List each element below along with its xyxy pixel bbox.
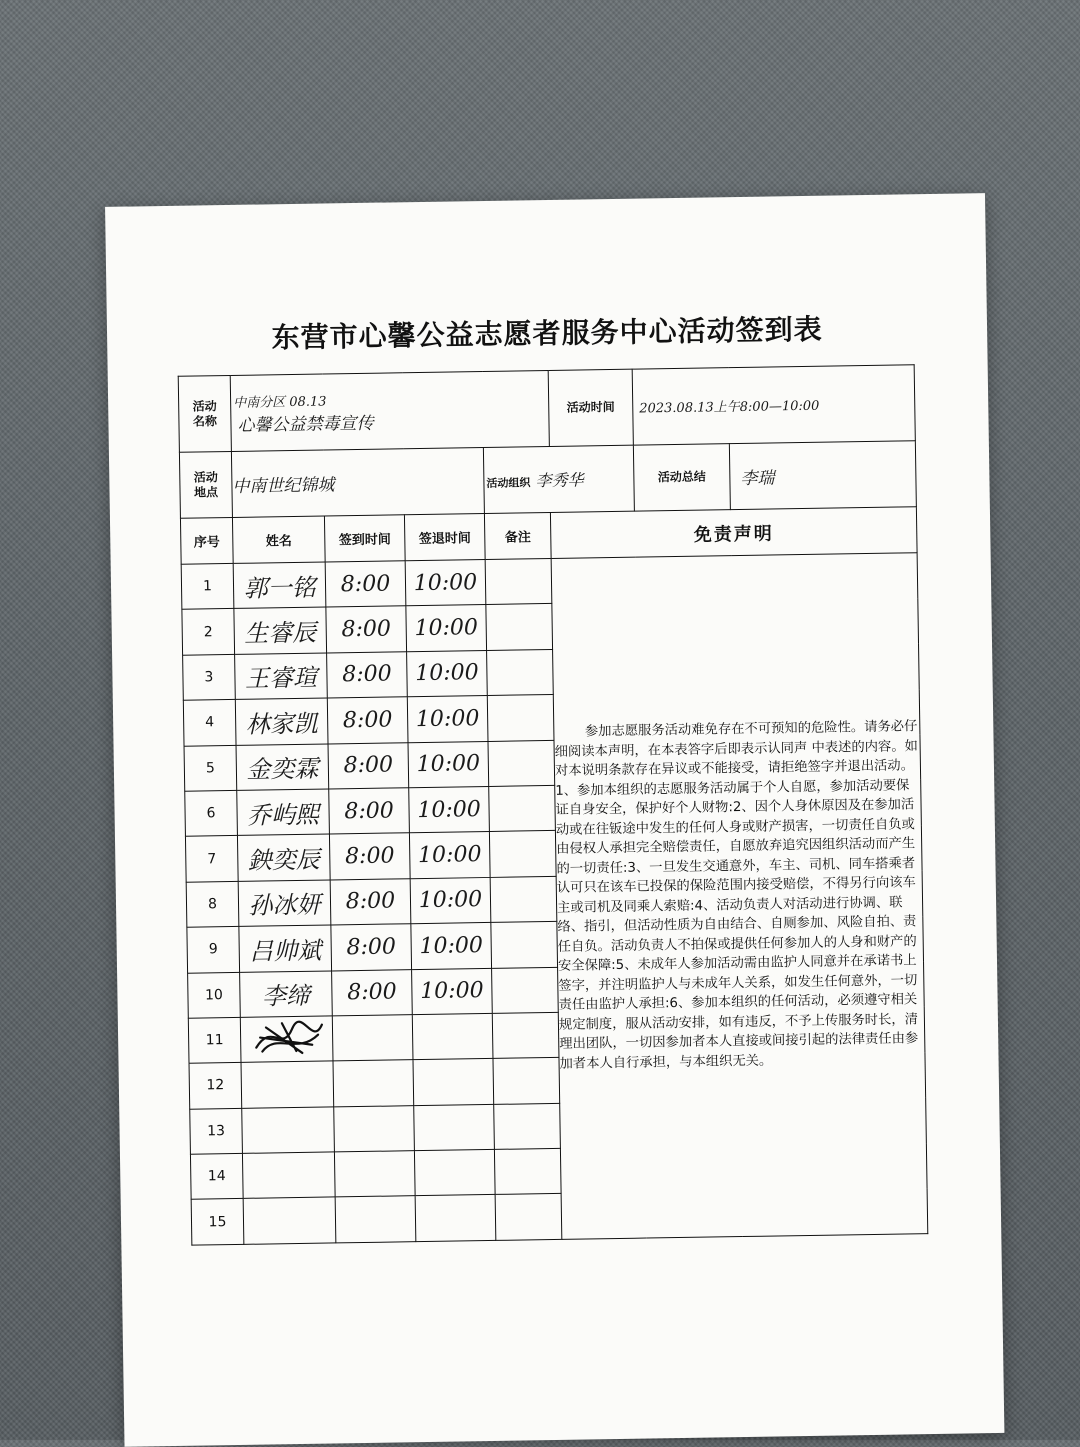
disclaimer-text bbox=[551, 553, 928, 1240]
row-checkin bbox=[334, 1151, 415, 1198]
row-name: 乔屿熙 bbox=[237, 789, 330, 836]
row-checkin bbox=[335, 1196, 416, 1243]
row-remark bbox=[492, 967, 559, 1013]
signin-sheet-paper bbox=[105, 193, 1004, 1447]
row-name: 吕帅斌 bbox=[239, 925, 332, 972]
row-name: 鉠奕辰 bbox=[237, 834, 330, 881]
row-number: 12 bbox=[189, 1063, 242, 1109]
row-number: 7 bbox=[185, 836, 238, 882]
row-checkin: 8:00 bbox=[329, 833, 410, 880]
row-checkout bbox=[415, 1195, 496, 1242]
header-name: 姓名 bbox=[232, 516, 325, 563]
row-checkin: 8:00 bbox=[326, 606, 407, 653]
disclaimer-intro: 参加志愿服务活动难免存在不可预知的危险性。请务必仔细阅读本声明，在本表答字后即表示认同声 中表述的内容。如对本说明条款存在异议或不能接受，请拒绝签字并退出活动。 bbox=[554, 719, 918, 780]
header-checkout: 签退时间 bbox=[404, 513, 485, 560]
activity-location-value: 中南世纪锦城 bbox=[231, 447, 484, 517]
row-checkout: 10:00 bbox=[412, 968, 493, 1015]
row-name bbox=[242, 1152, 335, 1199]
row-name bbox=[241, 1061, 334, 1108]
sheet-title: 东营市心馨公益志愿者服务中心活动签到表 bbox=[271, 312, 823, 355]
organizer-cell bbox=[483, 445, 634, 513]
activity-location-row bbox=[179, 441, 916, 519]
row-number: 6 bbox=[185, 790, 238, 836]
row-remark bbox=[495, 1194, 562, 1240]
header-remark: 备注 bbox=[484, 512, 551, 559]
row-number: 10 bbox=[188, 972, 241, 1018]
row-remark bbox=[491, 922, 558, 968]
row-checkout bbox=[413, 1059, 494, 1106]
row-checkout bbox=[414, 1104, 495, 1151]
row-name bbox=[243, 1197, 336, 1244]
activity-location-label: 活动 地点 bbox=[179, 451, 232, 518]
activity-name-value: 中南分区 08.13 心馨公益禁毒宣传 bbox=[230, 370, 549, 451]
summary-label: 活动总结 bbox=[633, 444, 730, 511]
row-remark bbox=[489, 785, 556, 831]
row-name bbox=[242, 1107, 335, 1154]
row-name: 孙冰妍 bbox=[238, 880, 331, 927]
row-name: 金奕霖 bbox=[236, 744, 329, 791]
row-number: 9 bbox=[187, 927, 240, 973]
row-number: 5 bbox=[184, 745, 237, 791]
row-checkin: 8:00 bbox=[328, 742, 409, 789]
row-checkin: 8:00 bbox=[329, 788, 410, 835]
organizer-label: 活动组织 bbox=[486, 476, 531, 490]
row-number: 2 bbox=[182, 609, 235, 655]
row-checkout: 10:00 bbox=[409, 786, 490, 833]
row-checkin: 8:00 bbox=[330, 878, 411, 925]
activity-name-label: 活动 名称 bbox=[178, 375, 231, 452]
row-number: 14 bbox=[190, 1153, 243, 1199]
row-remark bbox=[490, 876, 557, 922]
activity-time-label: 活动时间 bbox=[548, 369, 633, 446]
row-checkin bbox=[332, 1015, 413, 1062]
row-checkin: 8:00 bbox=[327, 697, 408, 744]
row-checkout bbox=[412, 1013, 493, 1060]
row-checkout: 10:00 bbox=[411, 923, 492, 970]
row-remark bbox=[487, 649, 554, 695]
row-checkout: 10:00 bbox=[405, 559, 486, 606]
row-name: 郭一铭 bbox=[233, 562, 326, 609]
row-name: 王睿瑄 bbox=[235, 653, 328, 700]
row-number: 11 bbox=[188, 1017, 241, 1063]
row-checkin: 8:00 bbox=[325, 561, 406, 608]
row-checkout: 10:00 bbox=[410, 877, 491, 924]
disclaimer-body: 1、参加本组织的志愿服务活动属于个人自愿，参加活动要保证自身安全，保护好个人财物:2、因个人身休原因及在参加活动或在往钣途中发生的任何人身或财产损害，一切责任自负或由侵权人承担完全赔偿责任，自愿放弃追究因组织活动而产生的一切责任:3、一旦发生交通意外，车主、司机、同车搭乘者认可只在该车已投保的保险范围内接受赔偿，不得另行向该车主或司机及同乘人索赔:4、活动负责人对活动进行协调、联络、指引，但活动性质为自由结合、自厕参加、风险自拍、责任自负。活动负责人不拍保或提供任何参加人的人身和财产的安全保障:5、未成年人参加活动需由监护人同意并在承诺书上签字，并注明监护人与未成年人关系，如发生任何意外，一切责任由监护人承担:6、参加本组织的任何活动，必须遵守相关规定制度，服从活动安排，如有违反，不予上传服务时长，清理出团队，一切因参加者本人直接或间接引起的法律责任由参加者本人自行承担，与本组织无关。 bbox=[555, 778, 919, 1072]
row-name bbox=[240, 1016, 333, 1063]
row-remark bbox=[494, 1148, 561, 1194]
row-remark bbox=[487, 695, 554, 741]
row-checkout bbox=[414, 1149, 495, 1196]
summary-value: 李瑞 bbox=[729, 441, 916, 510]
row-checkout: 10:00 bbox=[409, 832, 490, 879]
activity-name-row bbox=[178, 365, 915, 453]
row-remark bbox=[493, 1058, 560, 1104]
activity-time-value: 2023.08.13上午8:00—10:00 bbox=[632, 365, 915, 445]
row-checkin bbox=[333, 1060, 414, 1107]
row-name: 林家凯 bbox=[235, 698, 328, 745]
header-no: 序号 bbox=[180, 517, 233, 564]
row-checkout: 10:00 bbox=[406, 605, 487, 652]
row-checkin: 8:00 bbox=[327, 652, 408, 699]
row-checkin bbox=[334, 1105, 415, 1152]
row-name: 李缔 bbox=[240, 970, 333, 1017]
row-number: 4 bbox=[183, 700, 236, 746]
row-remark bbox=[486, 604, 553, 650]
row-number: 8 bbox=[186, 881, 239, 927]
row-number: 1 bbox=[181, 563, 234, 609]
header-checkin: 签到时间 bbox=[324, 515, 405, 562]
row-checkout: 10:00 bbox=[407, 650, 488, 697]
row-number: 3 bbox=[183, 654, 236, 700]
row-remark bbox=[494, 1103, 561, 1149]
row-checkout: 10:00 bbox=[407, 696, 488, 743]
organizer-value: 李秀华 bbox=[535, 470, 584, 491]
signin-table bbox=[178, 364, 929, 1245]
row-remark bbox=[488, 740, 555, 786]
row-checkin: 8:00 bbox=[332, 969, 413, 1016]
scribbled-out-signature-icon bbox=[251, 1021, 321, 1052]
row-remark bbox=[485, 558, 552, 604]
row-number: 15 bbox=[191, 1199, 244, 1245]
header-disclaimer: 免责声明 bbox=[550, 507, 917, 559]
row-remark bbox=[492, 1012, 559, 1058]
row-remark bbox=[489, 831, 556, 877]
row-checkin: 8:00 bbox=[331, 924, 412, 971]
row-name: 生睿辰 bbox=[234, 607, 327, 654]
row-checkout: 10:00 bbox=[408, 741, 489, 788]
row-number: 13 bbox=[190, 1108, 243, 1154]
